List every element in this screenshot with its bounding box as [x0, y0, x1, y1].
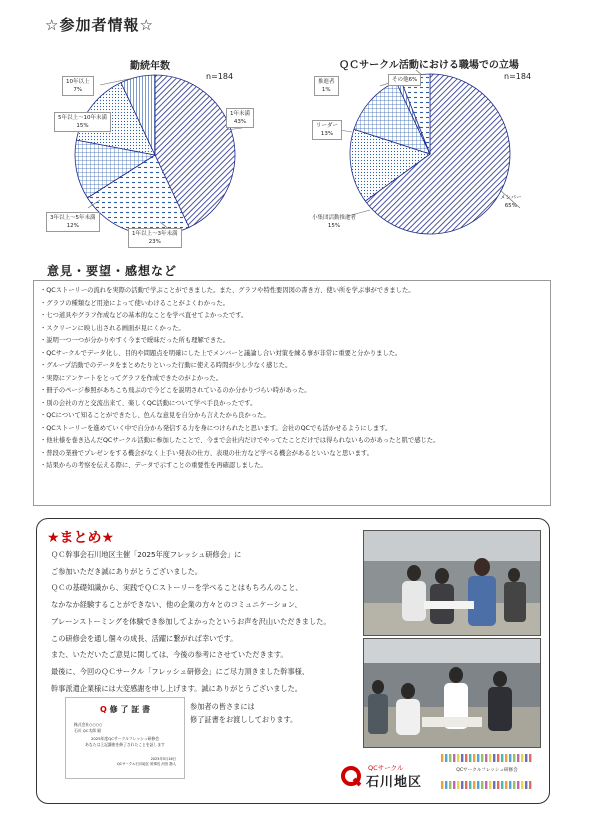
- logo-big-text: 石川地区: [366, 775, 423, 790]
- label-5-10yr-text: 5年以上～10年未満: [58, 115, 107, 121]
- label-promoter: [314, 76, 339, 96]
- opinion-item: ・結果からの考察を伝える際に、データで示すことの重要性を再確認しました。: [40, 462, 267, 469]
- certificate-signer: QCサークル石川地区 幹事長 河田 静人: [116, 762, 176, 766]
- role-chart-n: n=184: [504, 72, 532, 81]
- opinion-item: ・七つ道具やグラフ作成などの基本的なことを学べ直せてよかったです。: [40, 312, 248, 319]
- decorative-stripe: [441, 754, 533, 762]
- certificate-note-2: 修了証書をお渡ししております。: [190, 715, 298, 724]
- opinions-box: [33, 280, 551, 506]
- label-promoter-group-text: 小集団活動推進者: [312, 215, 357, 221]
- certificate-statement: あなたは上記講座を修了されたことを証します: [85, 742, 165, 747]
- certificate-event: 2025年度QCサークルフレッシュ研修会: [90, 736, 160, 741]
- tenure-chart-n: n=184: [206, 72, 234, 81]
- certificate-date: 2025年5月16日: [150, 757, 176, 761]
- tenure-chart-title: 勤続年数: [130, 61, 170, 72]
- label-5-10yr-text: 15%: [76, 123, 89, 129]
- label-promoter-text: 1%: [321, 87, 331, 93]
- summary-line: なかなか経験することができない、他の企業の方々とのコミュニケーション、: [51, 600, 302, 610]
- summary-line: ＱＣの基礎知識から、実践でＱＣストーリーを学べることはもちろんのこと、: [51, 583, 303, 593]
- certificate-recipient: 石川 QC太郎 殿: [74, 728, 102, 733]
- role-chart-title: ＱＣサークル活動における職場での立場: [339, 60, 519, 71]
- label-over-10yr-text: 10年以上: [66, 79, 90, 85]
- summary-line: また、いただいたご意見に関しては、今後の参考にさせていただきます。: [51, 650, 288, 660]
- label-under-1yr: [226, 108, 254, 128]
- label-1-3yr-text: 1年以上～3年未満: [132, 231, 178, 237]
- label-member-text: 65%: [504, 203, 517, 209]
- label-3-5yr: [46, 212, 100, 232]
- certificate-title: 修 了 証 書: [109, 705, 150, 714]
- label-over-10yr: [62, 76, 94, 96]
- participant-section-title: ☆参加者情報☆: [45, 16, 154, 34]
- opinion-item: ・QCストーリーの流れを実際の活動で学ぶことができました。また、グラフや特性要因図の書き方、使い所を学ぶ事ができました。: [40, 287, 415, 294]
- training-photo-1: [363, 530, 541, 636]
- label-over-10yr-text: 7%: [73, 87, 83, 93]
- summary-box: [36, 518, 550, 804]
- label-member: [500, 194, 522, 210]
- label-promoter-group: [312, 214, 356, 230]
- opinion-item: ・他社様を巻き込んだQCサークル活動に参加したことで、今まで会社内だけでやってたことだけでは得られないものがあったと肌で感じた。: [40, 437, 440, 444]
- label-1-3yr: [128, 228, 182, 248]
- certificate-company: 株式会社○○○○: [74, 722, 103, 727]
- label-under-1yr-text: 43%: [233, 119, 247, 125]
- opinion-item: ・QCストーリーを進めていく中で自分から発信する力を身につけられたと思います。会社のQCでも活かせるようにします。: [40, 424, 392, 432]
- label-5-10yr: [54, 112, 111, 132]
- certificate-note-1: 参加者の皆さまには: [190, 702, 255, 711]
- summary-line: ＱＣ幹事会石川地区主催「2025年度フレッシュ研修会」に: [51, 550, 242, 559]
- opinion-item: ・グループ活動でのデータをまとめたりといった行動に使える時間が少し少なく感じた。: [40, 362, 292, 369]
- label-3-5yr-text: 3年以上～5年未満: [50, 215, 96, 221]
- qc-logo-icon: [340, 765, 362, 787]
- opinion-item: ・実際にアンケートをとってグラフを作成できたのがよかった。: [40, 374, 223, 382]
- decorative-stripe: [441, 781, 533, 789]
- opinion-item: ・冊子のページ参照があちこち飛ぶので今どこを説明されているのか分かりづらい時があった。: [40, 387, 311, 394]
- summary-line: 最後に、今回のＱＣサークル「フレッシュ研修会」にご尽力頂きました幹事様、: [51, 666, 310, 676]
- opinion-item: ・QCについて知ることができたし、色んな意見を自分から言えたから良かった。: [40, 412, 270, 419]
- opinion-item: ・スクリーンに映し出される画面が見にくかった。: [40, 324, 185, 332]
- training-photo-2: [363, 638, 541, 748]
- logo-small-text: QCサークル: [368, 764, 404, 772]
- label-1-3yr-text: 23%: [148, 239, 161, 245]
- banner-text: QCサークルフレッシュ研修会: [456, 768, 518, 773]
- summary-line: この研修会を通し個々の成長、活躍に繋がれば幸いです。: [51, 633, 238, 643]
- label-other: [388, 74, 421, 86]
- label-member-text: メンバー: [500, 195, 522, 201]
- label-leader-text: 13%: [320, 131, 334, 137]
- opinion-item: ・別の会社の方と交流出来て、楽しくQC活動について学べ手良かったです。: [40, 399, 257, 407]
- qc-logo-icon: Q: [100, 705, 107, 714]
- label-promoter-group-text: 15%: [327, 223, 341, 229]
- summary-line: ご参加いただき誠にありがとうございました。: [51, 566, 202, 576]
- fresh-seminar-banner: [441, 747, 533, 793]
- label-under-1yr-text: 1年未満: [230, 111, 250, 117]
- certificate-image: [65, 697, 185, 779]
- label-promoter-text: 推進者: [318, 79, 335, 85]
- opinion-item: ・QCサークルでデータ化し、目的や問題点を明確にした上でメンバーと議論し合い対策を練る事が非常に重要と分かりました。: [40, 349, 402, 357]
- label-3-5yr-text: 12%: [66, 223, 79, 229]
- label-leader: [312, 120, 342, 140]
- summary-line: ブレーンストーミングを体験でき参加してよかったというお声を沢山いただきました。: [51, 616, 331, 626]
- summary-title: ★まとめ★: [47, 530, 115, 546]
- summary-line: 幹事派遣企業様には大変感謝を申し上げます。誠にありがとうございました。: [51, 683, 302, 693]
- summary-text: [51, 547, 331, 697]
- opinions-title: 意見・要望・感想など: [47, 264, 178, 278]
- role-pie-chart: [300, 60, 560, 260]
- label-leader-text: リーダー: [316, 123, 339, 129]
- opinion-item: ・説明一つ一つが分かりやすく今まで曖昧だった所も理解できた。: [40, 337, 229, 344]
- opinion-item: ・普段の業務でプレゼンをする機会がなく上手い発表の仕方、表現の仕方など学べる機会があるといいなと思います。: [40, 449, 373, 457]
- label-other-text: その他6%: [392, 77, 418, 83]
- opinion-item: ・グラフの種類など用途によって使いわけることがよくわかった。: [40, 299, 229, 307]
